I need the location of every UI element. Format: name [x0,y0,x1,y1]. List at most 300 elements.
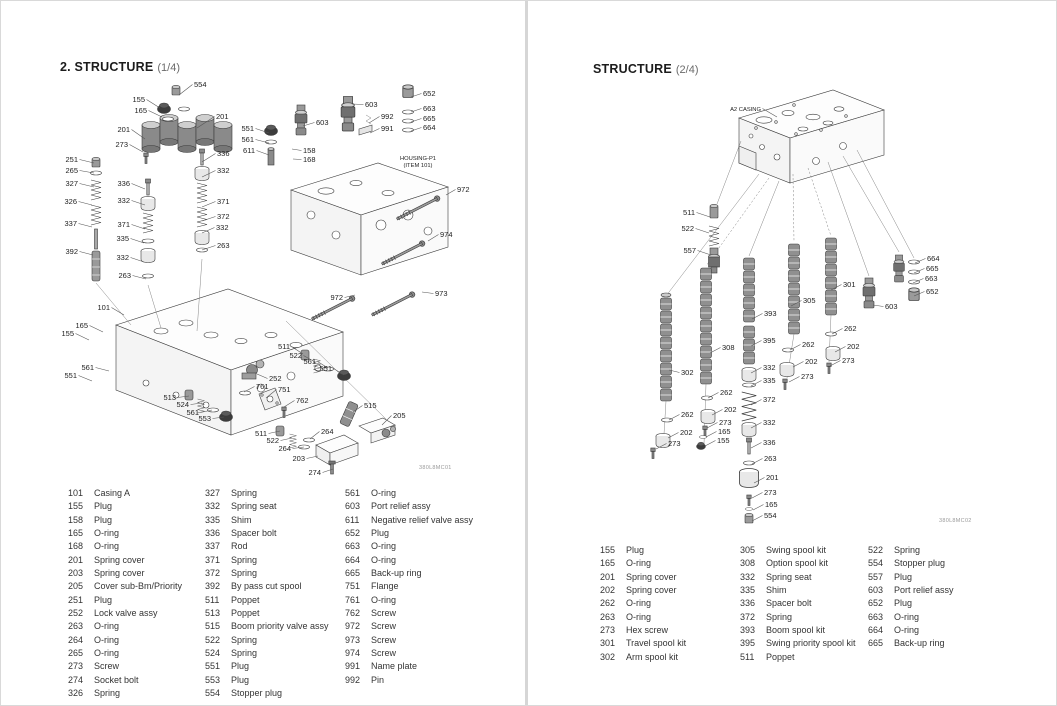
part-callout-label: 561 [186,408,199,417]
label-leader-line [90,326,104,333]
part-callout-label: 202 [680,428,693,437]
part-name: Back-up ring [371,568,422,579]
part-name: Plug [94,594,113,605]
spool-column-center [740,258,759,523]
part-callout-label: 305 [803,296,816,305]
part-number: 302 [600,651,616,662]
port-relief-valves [863,255,920,308]
part-name: Spring [766,611,793,622]
part-number: 973 [345,634,361,645]
part-callout-label: 165 [718,427,731,436]
right-parts-list-col3 [868,544,954,651]
left-title-fraction: (1/4) [157,62,181,74]
spool-column-308 [696,268,715,450]
part-callout-label: 991 [381,124,394,133]
part-row [600,597,686,610]
part-callout-label: 337 [64,219,77,228]
part-name: O-ring [94,528,120,539]
part-callout-label: 395 [763,336,776,345]
part-number: 665 [868,638,884,649]
label-leader-line [873,305,884,307]
part-number: 201 [600,571,616,582]
part-name: O-ring [94,541,120,552]
label-leader-line [708,393,719,399]
label-leader-line [793,362,804,368]
right-page-title [593,60,699,78]
part-row [68,554,182,567]
part-name: Plug [94,501,113,512]
part-number: 511 [740,651,755,662]
right-exploded-diagram [581,86,1011,536]
part-row [345,554,473,567]
part-row [68,540,182,553]
part-callout-label: 273 [842,356,855,365]
part-name: Spring [94,688,121,699]
part-number: 372 [205,568,221,579]
part-callout-label: 201 [216,112,229,121]
part-number: 327 [205,488,221,498]
label-leader-line [369,117,380,124]
part-name: By pass cut spool [231,581,302,592]
part-number: 663 [868,611,884,622]
label-leader-line [80,252,94,256]
part-callout-label: 522 [266,436,279,445]
part-callout-label: 165 [134,106,147,115]
part-number: 335 [740,585,756,596]
part-callout-label: 551 [64,371,77,380]
part-row [205,660,329,673]
part-callout-label: 155 [717,436,730,445]
part-row [740,611,856,624]
part-row [68,527,182,540]
part-number: 202 [600,585,616,596]
label-leader-line [96,368,110,372]
part-name: Shim [231,514,252,525]
part-number: 762 [345,608,361,619]
part-number: 511 [205,594,220,605]
label-leader-line [112,308,125,316]
part-row [345,514,473,527]
left-parts-list-col1 [68,487,182,701]
part-name: Plug [94,514,113,525]
part-number: 155 [600,545,616,555]
right-title-fraction: (2/4) [675,64,699,76]
part-row [740,584,856,597]
part-row [68,487,182,500]
part-row [868,584,954,597]
part-row [600,544,686,557]
part-row [345,607,473,620]
part-number: 972 [345,621,361,632]
part-row [600,651,686,664]
part-row [868,571,954,584]
part-callout-label: 202 [805,357,818,366]
part-row [205,580,329,593]
part-name: O-ring [894,625,920,636]
part-number: 273 [68,661,84,672]
label-leader-line [147,100,161,109]
part-number: 203 [68,568,84,579]
part-callout-label: 332 [763,418,776,427]
part-row [868,637,954,650]
part-callout-label: 561 [241,135,254,144]
label-leader-line [76,334,90,341]
part-name: Plug [231,674,250,685]
part-row [205,674,329,687]
part-row [740,597,856,610]
label-leader-line [79,202,93,206]
part-row [345,674,473,687]
part-name: Spring seat [766,571,812,582]
part-number: 603 [345,501,361,512]
part-row [345,527,473,540]
part-number: 663 [345,541,361,552]
part-number: 308 [740,558,756,569]
label-leader-line [79,376,93,382]
part-callout-label: 557 [683,246,696,255]
label-leader-line [310,432,320,440]
part-callout-label: 155 [132,95,145,104]
part-name: Spring seat [231,501,277,512]
part-callout-label: 274 [308,468,321,477]
part-name: Port relief assy [894,585,954,596]
part-callout-label: 301 [843,280,856,289]
part-row [600,571,686,584]
part-number: 393 [740,625,756,636]
label-leader-line [789,377,800,383]
part-name: O-ring [626,611,652,622]
part-callout-label: 273 [801,372,814,381]
part-number: 395 [740,638,756,649]
part-callout-label: 263 [217,241,230,250]
part-row [345,660,473,673]
label-leader-line [753,505,764,511]
label-leader-line [752,493,763,499]
part-callout-label: 264 [278,444,291,453]
pilot-poppet-column [709,204,720,273]
part-callout-label: 603 [316,118,329,127]
part-name: Spring cover [94,568,145,579]
label-leader-line [830,361,841,367]
part-name: Spacer bolt [766,598,812,609]
part-number: 332 [740,571,756,582]
part-callout-label: 761 [256,382,269,391]
part-row [345,594,473,607]
part-callout-label: 611 [243,146,255,155]
part-number: 551 [205,661,221,672]
part-number: 201 [68,554,84,565]
part-callout-label: 371 [217,197,230,206]
part-name: Flange [371,581,399,592]
part-callout-label: 515 [364,401,377,410]
part-name: Spring [894,545,921,555]
part-name: Back-up ring [894,638,945,649]
part-row [68,514,182,527]
part-number: 761 [345,594,361,605]
part-callout-label: 553 [198,414,211,423]
label-leader-line [696,229,710,234]
label-leader-line [257,151,270,156]
part-row [740,571,856,584]
part-name: O-ring [371,541,397,552]
part-name: Port relief assy [371,501,431,512]
part-row [600,637,686,650]
part-name: Spring cover [626,585,677,596]
part-callout-label: 663 [925,274,938,283]
label-leader-line [202,246,216,251]
part-number: 664 [868,625,884,636]
part-callout-label: 336 [217,149,230,158]
part-name: Plug [231,661,250,672]
part-callout-label: 751 [278,385,291,394]
part-callout-label: 664 [423,123,436,132]
part-callout-label: 335 [763,376,776,385]
part-number: 251 [68,594,84,605]
part-name: Spacer bolt [231,528,277,539]
label-leader-line [706,432,717,438]
part-row [740,544,856,557]
part-number: 392 [205,581,221,592]
part-callout-label: 302 [681,368,694,377]
part-callout-label: 524 [176,400,189,409]
label-leader-line [292,149,302,151]
spool-column-301 [826,238,841,374]
part-number: 992 [345,674,361,685]
part-callout-label: 335 [116,234,129,243]
part-number: 522 [868,545,884,555]
part-callout-label: 762 [296,396,309,405]
part-callout-label: 168 [303,155,316,164]
part-number: 274 [68,674,84,685]
part-number: 554 [868,558,884,569]
part-name: Name plate [371,661,418,672]
part-callout-label: 663 [423,104,436,113]
part-callout-label: 308 [722,343,735,352]
part-number: 991 [345,661,361,672]
part-number: 252 [68,608,84,619]
part-callout-label: 972 [457,185,470,194]
part-number: 301 [600,638,616,649]
part-name: Option spool kit [766,558,829,569]
part-callout-label: 561 [81,363,94,372]
label-leader-line [202,202,216,208]
part-callout-label: 652 [926,287,939,296]
part-callout-label: 554 [194,80,207,89]
part-number: 305 [740,545,756,555]
part-row [68,647,182,660]
right-title-text: STRUCTURE [593,62,672,76]
part-number: 553 [205,674,221,685]
label-leader-line [697,213,711,218]
part-row [345,580,473,593]
part-name: O-ring [94,634,120,645]
part-row [600,557,686,570]
part-callout-label: 603 [885,302,898,311]
part-number: 557 [868,571,884,582]
part-callout-label: 155 [61,329,74,338]
part-name: O-ring [371,594,397,605]
part-callout-label: 372 [217,212,230,221]
part-number: 155 [68,501,84,512]
part-number: 262 [600,598,616,609]
part-number: 326 [68,688,84,699]
part-name: Spring cover [94,554,145,565]
part-name: Plug [371,528,390,539]
part-number: 263 [68,621,84,632]
part-number: 168 [68,541,84,552]
part-name: Poppet [231,608,260,619]
part-number: 515 [205,621,221,632]
part-number: 561 [345,488,361,498]
part-callout-label: 263 [118,271,131,280]
label-leader-line [752,516,763,522]
part-number: 554 [205,688,221,699]
label-leader-line [132,225,146,230]
part-callout-label: 205 [393,411,406,420]
part-number: 335 [205,514,221,525]
a2-casing-block [739,90,884,183]
part-row [68,620,182,633]
part-number: 263 [600,611,616,622]
part-number: 273 [600,625,616,636]
label-leader-line [751,443,762,449]
part-callout-label: 372 [763,395,776,404]
part-number: 165 [600,558,616,569]
part-callout-label: 265 [65,166,78,175]
part-name: Negative relief valve assy [371,514,474,525]
part-name: Spring [231,554,258,565]
part-callout-label: 202 [847,342,860,351]
part-row [205,527,329,540]
part-callout-label: 371 [117,220,130,229]
part-name: Travel spool kit [626,638,687,649]
part-name: Lock valve assy [94,608,158,619]
part-number: 513 [205,608,221,619]
right-figure-code: 380L8MC02 [939,518,972,524]
part-name: Arm spool kit [626,651,679,662]
label-leader-line [179,85,193,96]
part-row [345,634,473,647]
part-callout-label: HOUSING-P1 [399,156,437,162]
part-name: Screw [371,608,397,619]
part-row [68,580,182,593]
part-number: 264 [68,634,84,645]
part-name: O-ring [894,611,920,622]
part-name: Plug [894,598,913,609]
part-name: Poppet [231,594,260,605]
housing-p1-block [291,163,448,275]
part-name: Rod [231,541,248,552]
part-callout-label: 252 [269,374,282,383]
part-number: 332 [205,501,221,512]
part-callout-label: 974 [440,230,453,239]
part-number: 101 [68,488,84,498]
left-parts-list-col3 [345,487,473,687]
part-callout-label: 551 [241,124,254,133]
part-callout-label: 264 [321,427,334,436]
part-callout-label: 273 [668,439,681,448]
label-leader-line [705,441,716,447]
part-row [205,687,329,700]
part-callout-label: 992 [381,112,394,121]
part-number: 336 [205,528,221,539]
part-callout-label: A2 CASING [730,107,761,113]
part-number: 611 [345,514,360,525]
label-leader-line [130,145,144,153]
part-row [205,567,329,580]
part-callout-label: 664 [927,254,940,263]
part-name: Screw [371,648,397,659]
part-callout-label: 561 [303,357,316,366]
part-name: Screw [371,621,397,632]
part-number: 337 [205,541,221,552]
part-number: 664 [345,554,361,565]
part-name: Spring cover [626,571,677,582]
left-title-text: 2. STRUCTURE [60,60,154,74]
part-callout-label: 554 [764,511,777,520]
part-callout-label: 332 [117,196,130,205]
left-figure-code: 380L8MC01 [419,465,452,471]
label-leader-line [422,292,434,294]
label-leader-line [698,251,712,256]
label-leader-line [790,345,801,351]
part-callout-label: 332 [216,223,229,232]
part-name: Socket bolt [94,674,139,685]
part-row [740,637,856,650]
part-callout-label: 203 [292,454,305,463]
part-callout-label: 262 [802,340,815,349]
label-leader-line [832,329,843,335]
part-number: 652 [345,528,361,539]
part-number: 336 [740,598,756,609]
part-callout-label: 158 [303,146,316,155]
part-callout-label: 336 [117,179,130,188]
part-row [868,624,954,637]
part-row [740,624,856,637]
part-number: 158 [68,514,84,525]
label-leader-line [411,109,422,113]
part-callout-label: 165 [765,500,778,509]
part-callout-label: 273 [115,140,128,149]
part-row [68,674,182,687]
part-callout-label: 522 [681,224,694,233]
part-callout-label: 603 [365,100,378,109]
part-row [205,607,329,620]
part-number: 265 [68,648,84,659]
part-number: 522 [205,634,221,645]
part-name: Spring [231,568,258,579]
part-name: Screw [94,661,120,672]
part-name: Swing priority spool kit [766,638,856,649]
part-callout-label: 522 [289,351,302,360]
part-name: Spring [231,488,258,498]
part-row [205,647,329,660]
label-leader-line [132,184,146,190]
part-row [345,647,473,660]
part-name: Shim [766,585,787,596]
part-callout-label: 665 [423,114,436,123]
part-row [68,594,182,607]
part-number: 974 [345,648,361,659]
part-callout-label: 332 [217,166,230,175]
part-name: Spring [231,634,258,645]
part-callout-label: 511 [683,208,695,217]
label-leader-line [202,154,216,163]
part-name: Boom priority valve assy [231,621,329,632]
part-row [345,620,473,633]
spool-column-302 [651,293,673,459]
part-number: 603 [868,585,884,596]
